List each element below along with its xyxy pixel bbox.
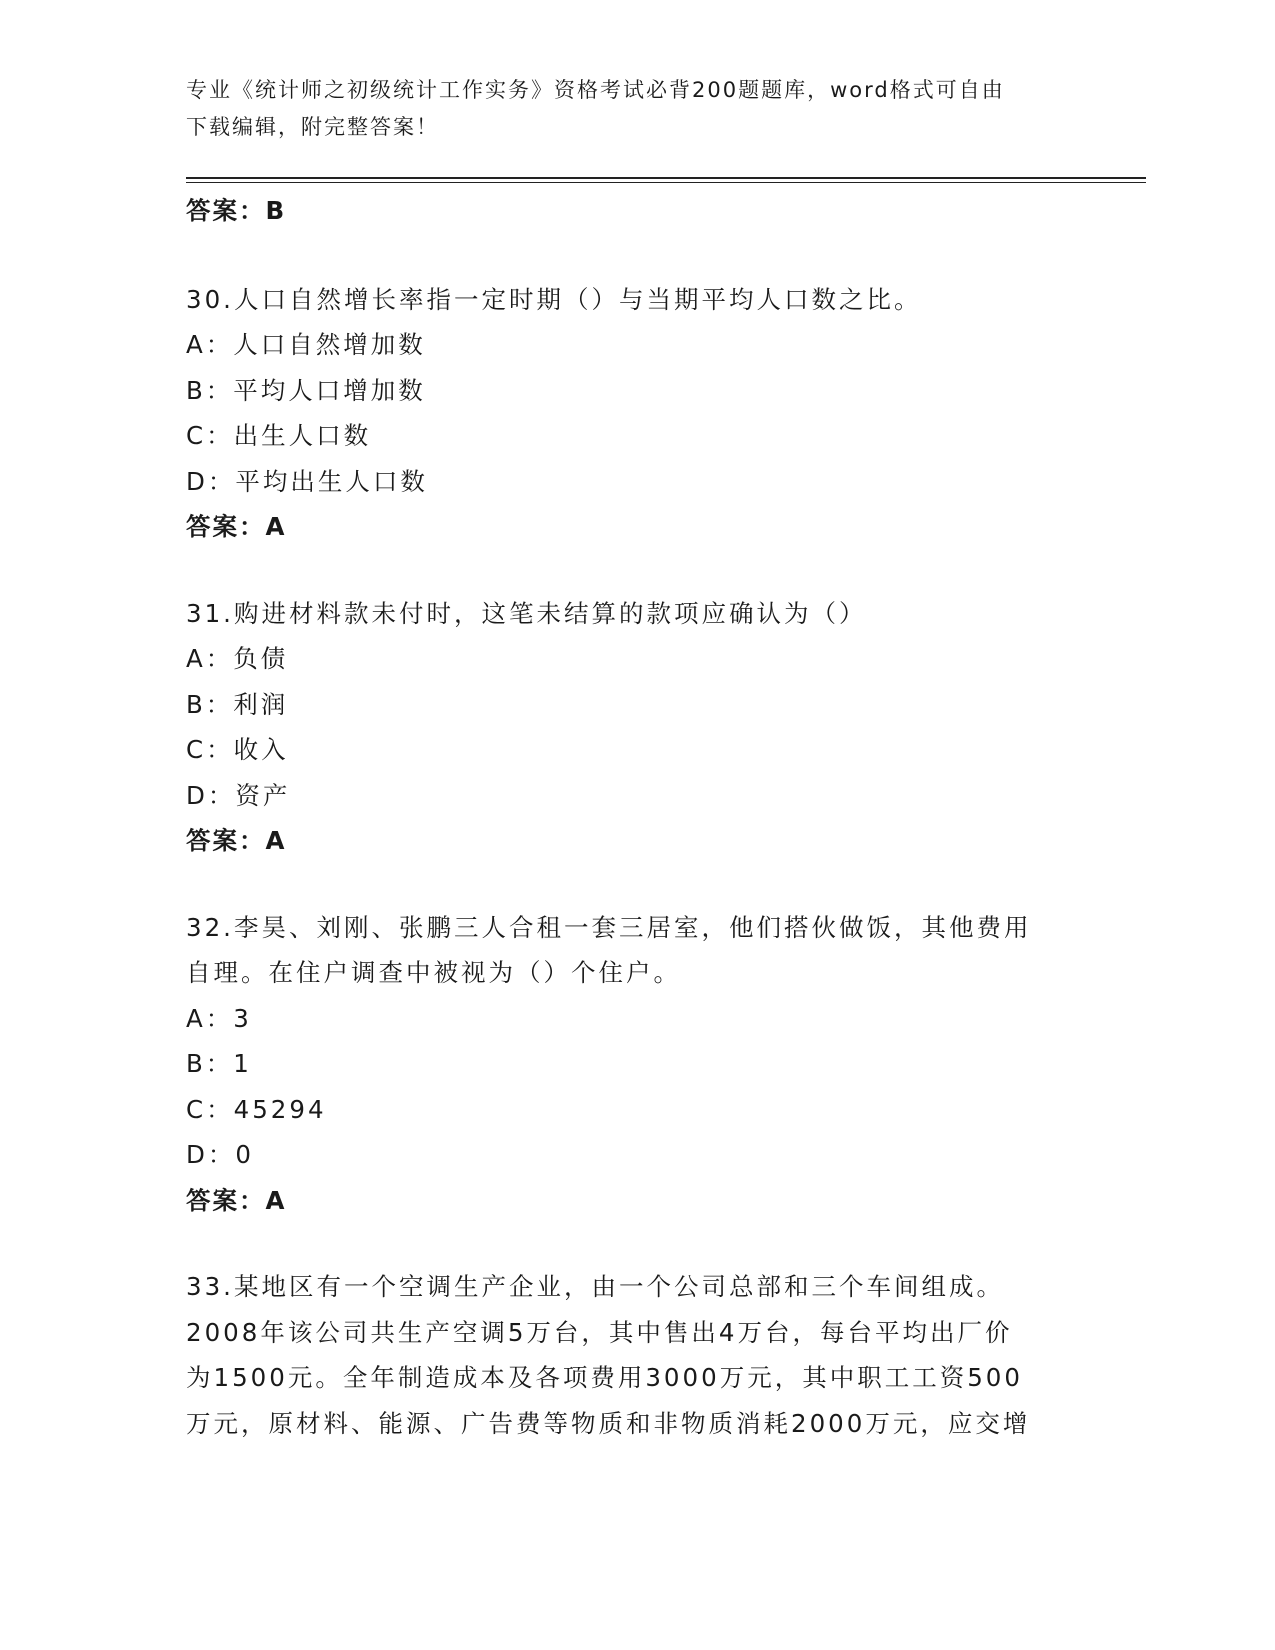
spacer: [186, 864, 1066, 905]
question-block: [186, 277, 1066, 550]
option-a: A：负债: [186, 644, 289, 673]
option-c: C：45294: [186, 1094, 327, 1124]
question-stem: 32.李昊、刘刚、张鹏三人合租一套三居室，他们搭伙做饭，其他费用: [186, 912, 1032, 942]
spacer: [186, 1223, 1066, 1264]
option-a: A：3: [186, 1003, 252, 1033]
answer: 答案：A: [186, 512, 287, 541]
answer: 答案：A: [186, 1185, 287, 1215]
spacer: [186, 550, 1066, 591]
question-stem: 2008年该公司共生产空调5万台，其中售出4万台，每台平均出厂价: [186, 1317, 1013, 1347]
option-b: B：1: [186, 1049, 252, 1078]
question-stem: 为1500元。全年制造成本及各项费用3000万元，其中职工工资500: [186, 1363, 1023, 1392]
question-block: [186, 1264, 1066, 1446]
option-d: D：0: [186, 1140, 254, 1169]
option-b: B：平均人口增加数: [186, 375, 426, 405]
question-stem: 31.购进材料款未付时，这笔未结算的款项应确认为（）: [186, 598, 867, 628]
option-c: C：出生人口数: [186, 421, 372, 450]
option-c: C：收入: [186, 735, 289, 764]
answer: 答案：A: [186, 826, 287, 855]
question-stem: 30.人口自然增长率指一定时期（）与当期平均人口数之比。: [186, 284, 922, 314]
option-d: D：平均出生人口数: [186, 466, 428, 496]
question-stem: 自理。在住户调查中被视为（）个住户。: [186, 958, 681, 987]
option-a: A：人口自然增加数: [186, 330, 426, 359]
question-block: [186, 905, 1066, 1224]
option-d: D：资产: [186, 780, 291, 810]
header-rule-thin: [186, 182, 1146, 183]
document-header: [186, 72, 1056, 146]
question-stem: 万元，原材料、能源、广告费等物质和非物质消耗2000万元，应交增: [186, 1408, 1031, 1438]
option-b: B：利润: [186, 689, 289, 719]
header-line-2: 下载编辑，附完整答案！: [186, 115, 439, 139]
spacer: [186, 234, 1066, 277]
previous-answer: 答案：B: [186, 196, 287, 225]
header-line-1: 专业《统计师之初级统计工作实务》资格考试必背200题题库，word格式可自由: [186, 78, 1005, 102]
header-rule-thick: [186, 177, 1146, 179]
question-block: [186, 591, 1066, 864]
question-list: [186, 188, 1066, 1446]
question-stem: 33.某地区有一个空调生产企业，由一个公司总部和三个车间组成。: [186, 1272, 1004, 1301]
